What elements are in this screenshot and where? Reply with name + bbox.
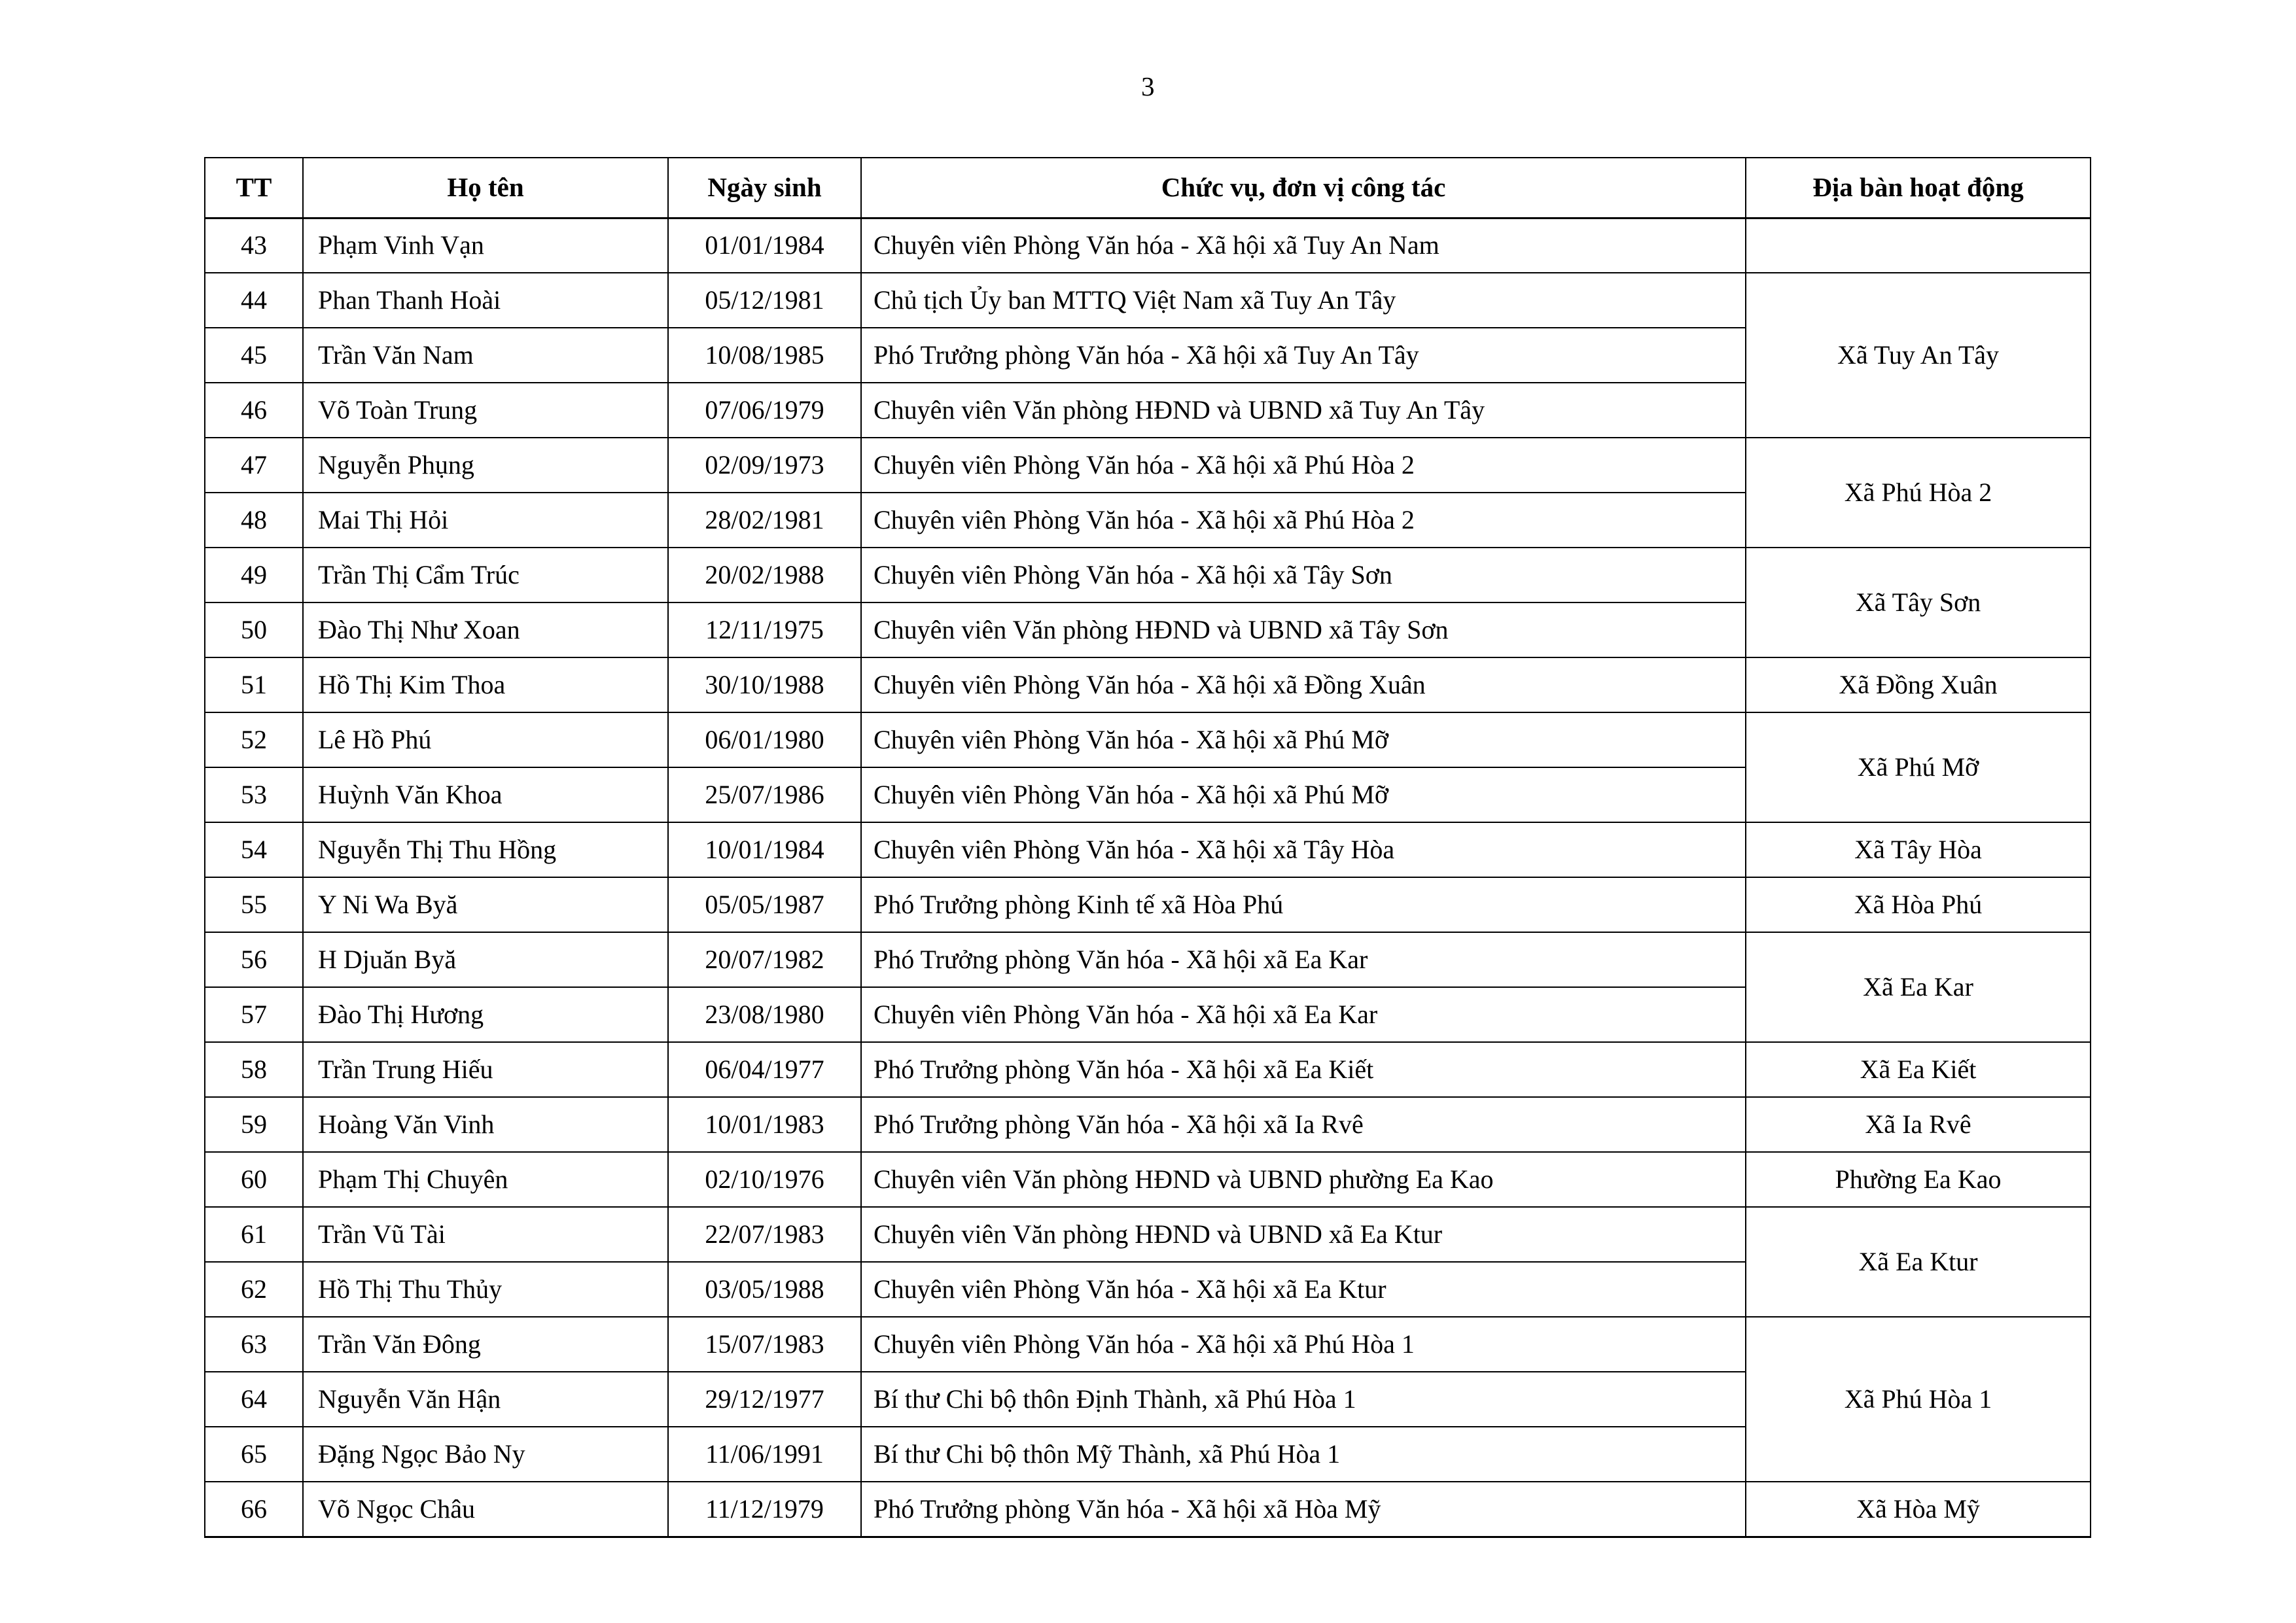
table-row — [205, 932, 2091, 987]
cell-position: Chuyên viên Phòng Văn hóa - Xã hội xã Đồng Xuân — [861, 657, 1746, 712]
column-header-position: Chức vụ, đơn vị công tác — [861, 158, 1746, 218]
cell-tt: 59 — [205, 1097, 303, 1152]
cell-dob: 07/06/1979 — [668, 383, 861, 438]
cell-name: Hoàng Văn Vinh — [303, 1097, 668, 1152]
table-row — [205, 1152, 2091, 1207]
cell-dob: 25/07/1986 — [668, 767, 861, 822]
cell-tt: 45 — [205, 328, 303, 383]
cell-tt: 56 — [205, 932, 303, 987]
cell-dob: 20/02/1988 — [668, 548, 861, 602]
cell-dob: 23/08/1980 — [668, 987, 861, 1042]
cell-name: Mai Thị Hỏi — [303, 493, 668, 548]
cell-tt: 43 — [205, 218, 303, 273]
roster-table — [204, 157, 2091, 1538]
cell-area: Xã Hòa Mỹ — [1746, 1482, 2091, 1537]
cell-tt: 52 — [205, 712, 303, 767]
cell-area: Xã Ea Ktur — [1746, 1207, 2091, 1317]
page-number: 3 — [1141, 71, 1155, 101]
table-row — [205, 1317, 2091, 1372]
cell-name: Nguyễn Thị Thu Hồng — [303, 822, 668, 877]
cell-tt: 60 — [205, 1152, 303, 1207]
cell-area: Xã Ea Kar — [1746, 932, 2091, 1042]
cell-position: Chủ tịch Ủy ban MTTQ Việt Nam xã Tuy An Tây — [861, 273, 1746, 328]
table-row — [205, 218, 2091, 273]
cell-dob: 05/05/1987 — [668, 877, 861, 932]
cell-dob: 10/08/1985 — [668, 328, 861, 383]
cell-position: Chuyên viên Phòng Văn hóa - Xã hội xã Phú Mỡ — [861, 767, 1746, 822]
cell-name: Lê Hồ Phú — [303, 712, 668, 767]
cell-dob: 15/07/1983 — [668, 1317, 861, 1372]
cell-area — [1746, 218, 2091, 273]
cell-dob: 28/02/1981 — [668, 493, 861, 548]
cell-tt: 61 — [205, 1207, 303, 1262]
cell-name: Đặng Ngọc Bảo Ny — [303, 1427, 668, 1482]
table-row — [205, 548, 2091, 602]
cell-name: Nguyễn Văn Hận — [303, 1372, 668, 1427]
cell-position: Chuyên viên Phòng Văn hóa - Xã hội xã Phú Hòa 2 — [861, 493, 1746, 548]
cell-tt: 51 — [205, 657, 303, 712]
cell-name: Hồ Thị Thu Thủy — [303, 1262, 668, 1317]
table-row — [205, 657, 2091, 712]
cell-dob: 12/11/1975 — [668, 602, 861, 657]
cell-tt: 55 — [205, 877, 303, 932]
cell-name: Phạm Vinh Vạn — [303, 218, 668, 273]
cell-position: Chuyên viên Phòng Văn hóa - Xã hội xã Tây Hòa — [861, 822, 1746, 877]
cell-dob: 11/12/1979 — [668, 1482, 861, 1537]
column-header-name: Họ tên — [303, 158, 668, 218]
cell-dob: 20/07/1982 — [668, 932, 861, 987]
cell-position: Chuyên viên Phòng Văn hóa - Xã hội xã Phú Hòa 1 — [861, 1317, 1746, 1372]
cell-position: Chuyên viên Phòng Văn hóa - Xã hội xã Phú Hòa 2 — [861, 438, 1746, 493]
cell-dob: 01/01/1984 — [668, 218, 861, 273]
cell-position: Chuyên viên Văn phòng HĐND và UBND phường Ea Kao — [861, 1152, 1746, 1207]
cell-dob: 10/01/1983 — [668, 1097, 861, 1152]
cell-tt: 46 — [205, 383, 303, 438]
cell-position: Phó Trưởng phòng Văn hóa - Xã hội xã Ea Kiết — [861, 1042, 1746, 1097]
cell-area: Xã Phú Hòa 1 — [1746, 1317, 2091, 1482]
table-row — [205, 1042, 2091, 1097]
cell-position: Chuyên viên Phòng Văn hóa - Xã hội xã Tây Sơn — [861, 548, 1746, 602]
cell-tt: 48 — [205, 493, 303, 548]
cell-dob: 11/06/1991 — [668, 1427, 861, 1482]
cell-area: Phường Ea Kao — [1746, 1152, 2091, 1207]
cell-tt: 63 — [205, 1317, 303, 1372]
table-row — [205, 822, 2091, 877]
table-row — [205, 1097, 2091, 1152]
cell-dob: 10/01/1984 — [668, 822, 861, 877]
cell-position: Chuyên viên Phòng Văn hóa - Xã hội xã Phú Mỡ — [861, 712, 1746, 767]
cell-area: Xã Tây Sơn — [1746, 548, 2091, 657]
cell-dob: 29/12/1977 — [668, 1372, 861, 1427]
cell-name: Y Ni Wa Byă — [303, 877, 668, 932]
cell-tt: 47 — [205, 438, 303, 493]
table-row — [205, 273, 2091, 328]
cell-dob: 06/04/1977 — [668, 1042, 861, 1097]
cell-position: Bí thư Chi bộ thôn Định Thành, xã Phú Hòa 1 — [861, 1372, 1746, 1427]
cell-position: Phó Trưởng phòng Văn hóa - Xã hội xã Hòa Mỹ — [861, 1482, 1746, 1537]
cell-position: Phó Trưởng phòng Văn hóa - Xã hội xã Tuy An Tây — [861, 328, 1746, 383]
table-row — [205, 1482, 2091, 1537]
column-header-tt: TT — [205, 158, 303, 218]
cell-area: Xã Phú Hòa 2 — [1746, 438, 2091, 548]
cell-tt: 64 — [205, 1372, 303, 1427]
column-header-area: Địa bàn hoạt động — [1746, 158, 2091, 218]
cell-tt: 54 — [205, 822, 303, 877]
cell-area: Xã Tây Hòa — [1746, 822, 2091, 877]
cell-area: Xã Hòa Phú — [1746, 877, 2091, 932]
cell-dob: 03/05/1988 — [668, 1262, 861, 1317]
cell-dob: 02/10/1976 — [668, 1152, 861, 1207]
cell-position: Chuyên viên Phòng Văn hóa - Xã hội xã Ea Kar — [861, 987, 1746, 1042]
cell-position: Chuyên viên Phòng Văn hóa - Xã hội xã Ea Ktur — [861, 1262, 1746, 1317]
cell-position: Chuyên viên Văn phòng HĐND và UBND xã Ea Ktur — [861, 1207, 1746, 1262]
table-body — [205, 218, 2091, 1537]
column-header-dob: Ngày sinh — [668, 158, 861, 218]
cell-name: Trần Trung Hiếu — [303, 1042, 668, 1097]
cell-position: Phó Trưởng phòng Kinh tế xã Hòa Phú — [861, 877, 1746, 932]
cell-name: Phạm Thị Chuyên — [303, 1152, 668, 1207]
cell-tt: 62 — [205, 1262, 303, 1317]
cell-tt: 44 — [205, 273, 303, 328]
cell-area: Xã Tuy An Tây — [1746, 273, 2091, 438]
cell-area: Xã Ea Kiết — [1746, 1042, 2091, 1097]
cell-area: Xã Ia Rvê — [1746, 1097, 2091, 1152]
cell-name: H Djuăn Byă — [303, 932, 668, 987]
cell-tt: 49 — [205, 548, 303, 602]
cell-name: Trần Văn Nam — [303, 328, 668, 383]
cell-dob: 30/10/1988 — [668, 657, 861, 712]
cell-tt: 53 — [205, 767, 303, 822]
cell-name: Hồ Thị Kim Thoa — [303, 657, 668, 712]
table-row — [205, 877, 2091, 932]
cell-name: Đào Thị Như Xoan — [303, 602, 668, 657]
table-header — [205, 158, 2091, 218]
cell-name: Trần Văn Đông — [303, 1317, 668, 1372]
cell-position: Chuyên viên Văn phòng HĐND và UBND xã Tây Sơn — [861, 602, 1746, 657]
cell-name: Võ Ngọc Châu — [303, 1482, 668, 1537]
table-row — [205, 438, 2091, 493]
cell-dob: 22/07/1983 — [668, 1207, 861, 1262]
cell-dob: 02/09/1973 — [668, 438, 861, 493]
cell-tt: 50 — [205, 602, 303, 657]
cell-name: Phan Thanh Hoài — [303, 273, 668, 328]
cell-area: Xã Phú Mỡ — [1746, 712, 2091, 822]
roster-table-container — [204, 157, 2090, 1538]
cell-name: Huỳnh Văn Khoa — [303, 767, 668, 822]
table-row — [205, 712, 2091, 767]
cell-tt: 65 — [205, 1427, 303, 1482]
cell-name: Đào Thị Hương — [303, 987, 668, 1042]
cell-dob: 05/12/1981 — [668, 273, 861, 328]
cell-tt: 58 — [205, 1042, 303, 1097]
cell-tt: 57 — [205, 987, 303, 1042]
cell-name: Trần Thị Cẩm Trúc — [303, 548, 668, 602]
cell-position: Phó Trưởng phòng Văn hóa - Xã hội xã Ia Rvê — [861, 1097, 1746, 1152]
table-header-row — [205, 158, 2091, 218]
cell-name: Võ Toàn Trung — [303, 383, 668, 438]
cell-tt: 66 — [205, 1482, 303, 1537]
table-row — [205, 1207, 2091, 1262]
cell-name: Nguyễn Phụng — [303, 438, 668, 493]
cell-name: Trần Vũ Tài — [303, 1207, 668, 1262]
cell-position: Chuyên viên Phòng Văn hóa - Xã hội xã Tuy An Nam — [861, 218, 1746, 273]
cell-position: Chuyên viên Văn phòng HĐND và UBND xã Tuy An Tây — [861, 383, 1746, 438]
cell-area: Xã Đồng Xuân — [1746, 657, 2091, 712]
cell-dob: 06/01/1980 — [668, 712, 861, 767]
cell-position: Bí thư Chi bộ thôn Mỹ Thành, xã Phú Hòa 1 — [861, 1427, 1746, 1482]
cell-position: Phó Trưởng phòng Văn hóa - Xã hội xã Ea Kar — [861, 932, 1746, 987]
